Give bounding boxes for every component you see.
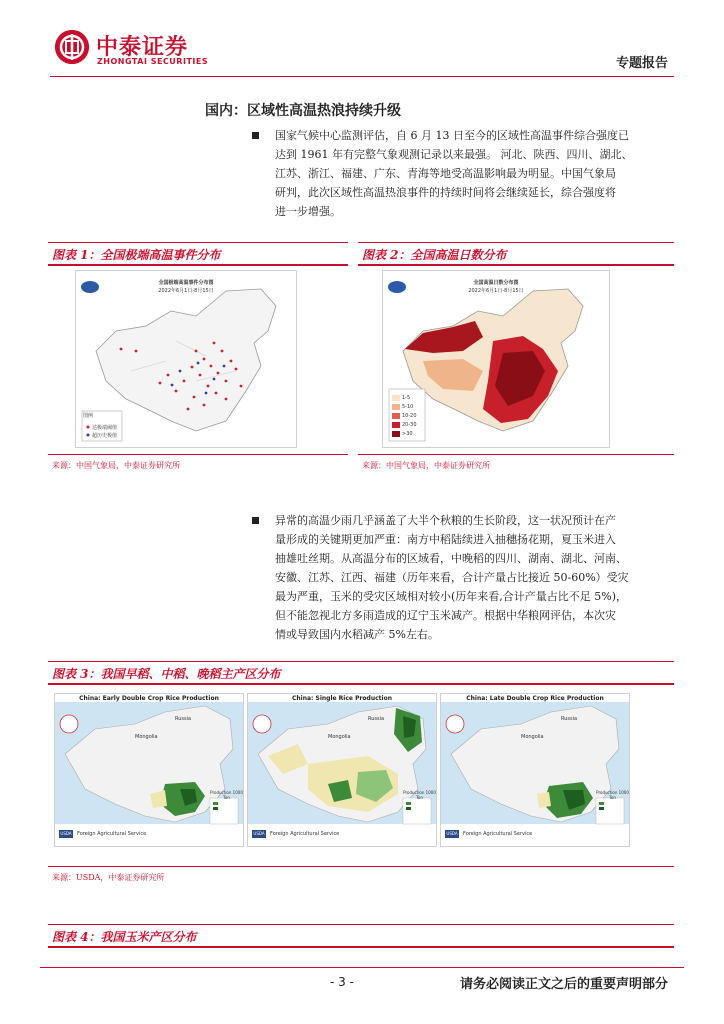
paragraph-2 [275,511,629,644]
figure-2-source: 来源：中国气象局，中泰证券研究所 [362,461,490,470]
map-2-legend-item: 1-5 [402,395,411,401]
text-line: 但不能忽视北方多雨造成的辽宁玉米减产。根据中华粮网评估，本次灾 [275,609,616,622]
legend-head: Production 1000 Ton [403,790,436,800]
usda-label: USDA [446,831,458,836]
text-line: 抽雄吐丝期。从高温分布的区域看，中晚稻的四川、湖南、湖北、河南、 [275,552,627,565]
figure-4-title-bar [48,946,674,948]
rice-map-late [440,693,630,847]
figure-2-title-bar [358,264,674,266]
figure-1-bottom-rule [48,454,348,455]
text-line: 国家气候中心监测评估，自 6 月 13 日至今的区域性高温事件综合强度已 [275,129,629,142]
country-label: Mongolia [135,734,158,740]
figure-1-map [75,270,297,448]
text-line: 最为严重，玉米的受灾区域相对较小(历年来看,合计产量占比不足 5%)， [275,590,628,603]
footer-divider [40,967,684,968]
country-label: Russia [175,716,192,722]
figure-1-top-rule [48,242,348,243]
map-2-legend-item: >30 [402,431,413,437]
fas-label: Foreign Agricultural Service [270,831,340,837]
legend-head: Production 1000 Ton [210,790,243,800]
country-label: Russia [561,716,578,722]
text-line: 江苏、浙江、福建、广东、青海等地受高温影响最为明显。中国气象局 [275,167,616,180]
map-2-legend-item: 5-10 [402,404,414,410]
header-divider [50,76,674,77]
figure-3-source: 来源：USDA，中泰证券研究所 [52,873,165,882]
text-line: 情或导致国内水稻减产 5%左右。 [275,628,439,641]
map-1-title: 全国极端高温事件分布图 [158,280,214,286]
map-1-date: 2022年6月1日-8月15日 [158,288,214,294]
report-type-label: 专题报告 [615,56,668,71]
disclaimer-text: 请务必阅读正文之后的重要声明部分 [459,977,668,992]
fas-label: Foreign Agricultural Service [77,831,147,837]
section-title: 国内：区域性高温热浪持续升级 [205,103,401,119]
brand-name-en: ZHONGTAI SECURITIES [97,57,209,66]
heat-days-map-icon [383,271,609,447]
text-line: 量形成的关键期更加严重：南方中稻陆续进入抽穗扬花期，夏玉米进入 [275,533,616,546]
page-number: - 3 - [330,975,354,989]
map-2-date: 2022年6月1日-8月15日 [468,288,524,294]
figure-1-title-bar [48,264,348,266]
brand-name-cn: 中泰证券 [96,35,189,60]
single-rice-map-icon [248,694,436,846]
figure-4-top-rule [48,924,674,925]
late-rice-map-icon [441,694,629,846]
country-label: Mongolia [521,734,544,740]
legend-head: Production 1000 Ton [596,790,629,800]
figure-2-top-rule [358,242,674,243]
map-1-legend-head: 图例 [83,413,94,419]
rice-map-title: China: Early Double Crop Rice Production [79,695,219,702]
figure-3-title-bar [48,683,674,685]
map-1-legend-item: 超历史极值 [92,433,118,439]
figure-3-top-rule [48,661,674,662]
usda-label: USDA [60,831,72,836]
figure-2-title: 图表 2：全国高温日数分布 [362,248,507,262]
text-line: 达到 1961 年有完整气象观测记录以来最强。 河北、陕西、四川、湖北、 [275,148,633,161]
rice-map-title: China: Single Rice Production [291,695,392,702]
rice-map-single [247,693,437,847]
extreme-heat-map-icon [76,271,296,447]
usda-label: USDA [253,831,265,836]
bullet-icon [252,132,259,139]
figure-1-source: 来源：中国气象局，中泰证券研究所 [52,461,180,470]
early-rice-map-icon [55,694,243,846]
paragraph-1 [275,126,632,221]
map-2-legend-item: 20-30 [402,422,417,428]
bullet-icon [252,517,259,524]
rice-map-title: China: Late Double Crop Rice Production [466,695,604,702]
figure-1-title: 图表 1：全国极端高温事件分布 [52,248,221,262]
figure-3-bottom-rule [48,866,674,867]
figure-4-title: 图表 4：我国玉米产区分布 [52,930,197,944]
company-logo-icon [55,30,89,64]
text-line: 进一步增强。 [275,205,341,218]
figure-2-map [382,270,610,448]
text-line: 异常的高温少雨几乎涵盖了大半个秋粮的生长阶段，这一状况预计在产 [275,514,616,527]
fas-label: Foreign Agricultural Service [463,831,533,837]
figure-3-title: 图表 3：我国早稻、中稻、晚稻主产区分布 [52,667,281,681]
map-1-legend-item: 达极端阈值 [92,425,118,431]
text-line: 安徽、江苏、江西、福建（历年来看，合计产量占比接近 50-60%）受灾 [275,571,629,584]
country-label: Mongolia [328,734,351,740]
map-2-title: 全国高温日数分布图 [473,280,519,286]
text-line: 研判，此次区域性高温热浪事件的持续时间将会继续延长，综合强度将 [275,186,616,199]
map-2-legend-item: 10-20 [402,413,417,419]
rice-map-early [54,693,244,847]
figure-2-bottom-rule [358,454,674,455]
country-label: Russia [368,716,385,722]
